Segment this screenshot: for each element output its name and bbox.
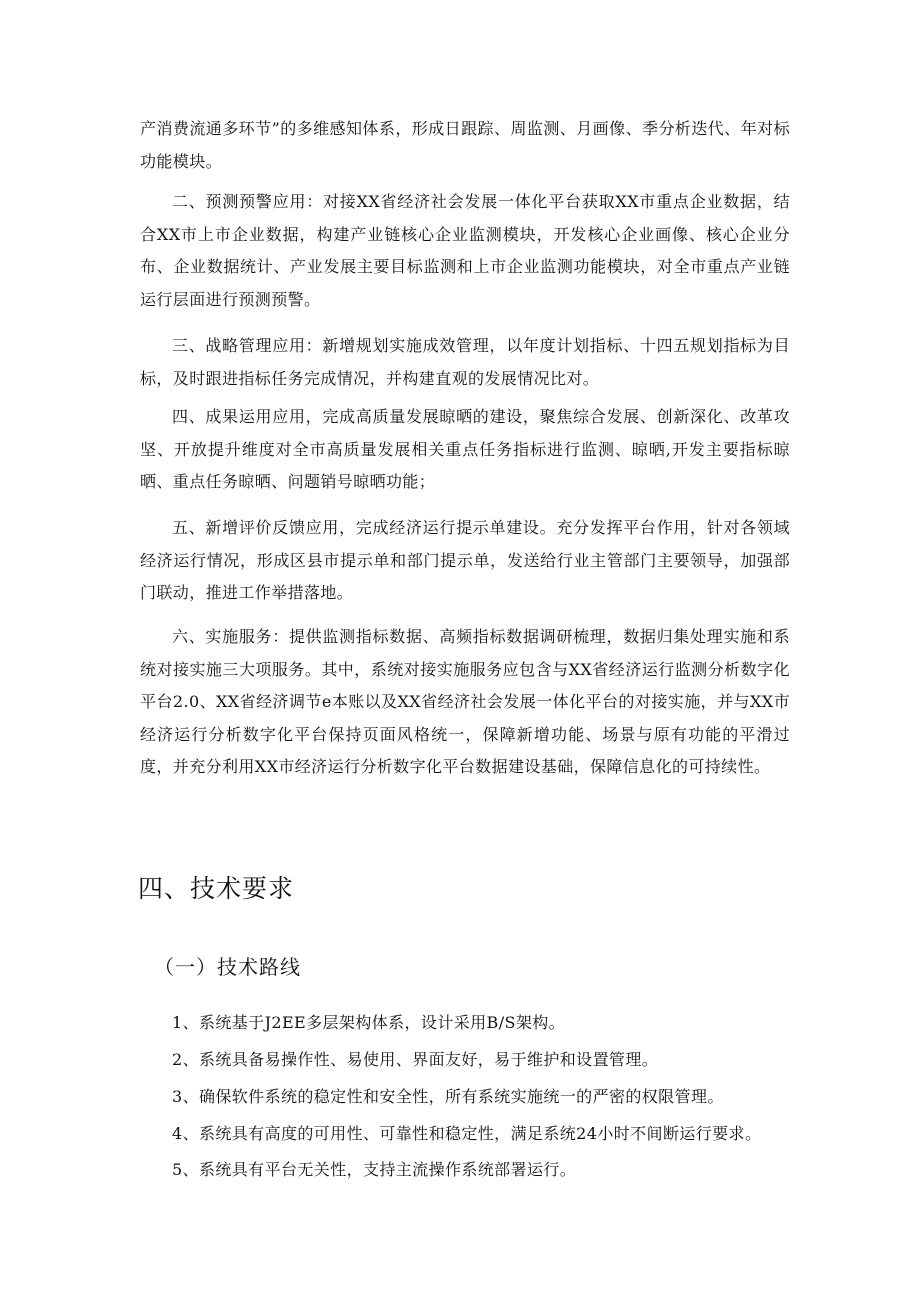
list-item: 4、系统具有高度的可用性、可靠性和稳定性，满足系统24小时不间断运行要求。 [172, 1124, 762, 1143]
paragraph-evaluation-feedback: 五、新增评价反馈应用，完成经济运行提示单建设。充分发挥平台作用，针对各领域经济运行情况，形成区县市提示单和部门提示单，发送给行业主管部门主要领导，加强部门联动，推进工作举措落地。 [140, 518, 790, 602]
paragraph-strategic-management: 三、战略管理应用：新增规划实施成效管理，以年度计划指标、十四五规划指标为目标，及时跟进指标任务完成情况，并构建直观的发展情况比对。 [140, 336, 790, 388]
list-item: 1、系统基于J2EE多层架构体系，设计采用B/S架构。 [172, 1013, 566, 1032]
subsection-heading: （一）技术路线 [154, 955, 301, 979]
paragraph-perception-system: 产消费流通多环节”的多维感知体系，形成日跟踪、周监测、月画像、季分析迭代、年对标功能模块。 [140, 119, 790, 171]
list-item: 2、系统具备易操作性、易使用、界面友好，易于维护和设置管理。 [172, 1050, 659, 1069]
list-item: 3、确保软件系统的稳定性和安全性，所有系统实施统一的严密的权限管理。 [172, 1087, 724, 1106]
section-heading: 四、技术要求 [138, 874, 295, 903]
paragraph-implementation-service: 六、实施服务：提供监测指标数据、高频指标数据调研梳理，数据归集处理实施和系统对接实施三大项服务。其中，系统对接实施服务应包含与XX省经济运行监测分析数字化平台2.0、XX省经济调节e本账以及XX省经济社会发展一体化平台的对接实施，并与XX市经济运行分析数字化平台保持页面风格统一，保障新增功能、场景与原有功能的平滑过度，并充分利用XX市经济运行分析数字化平台数据建设基础，保障信息化的可持续性。 [140, 627, 790, 776]
list-item: 5、系统具有平台无关性，支持主流操作系统部署运行。 [172, 1160, 577, 1179]
paragraph-forecast-warning: 二、预测预警应用：对接XX省经济社会发展一体化平台获取XX市重点企业数据，结合XX市上市企业数据，构建产业链核心企业监测模块，开发核心企业画像、核心企业分布、企业数据统计、产业发展主要目标监测和上市企业监测功能模块，对全市重点产业链运行层面进行预测预警。 [140, 192, 790, 309]
paragraph-results-application: 四、成果运用应用，完成高质量发展晾晒的建设，聚焦综合发展、创新深化、改革攻坚、开放提升维度对全市高质量发展相关重点任务指标进行监测、晾晒,开发主要指标晾晒、重点任务晾晒、问题销号晾晒功能； [140, 407, 790, 491]
